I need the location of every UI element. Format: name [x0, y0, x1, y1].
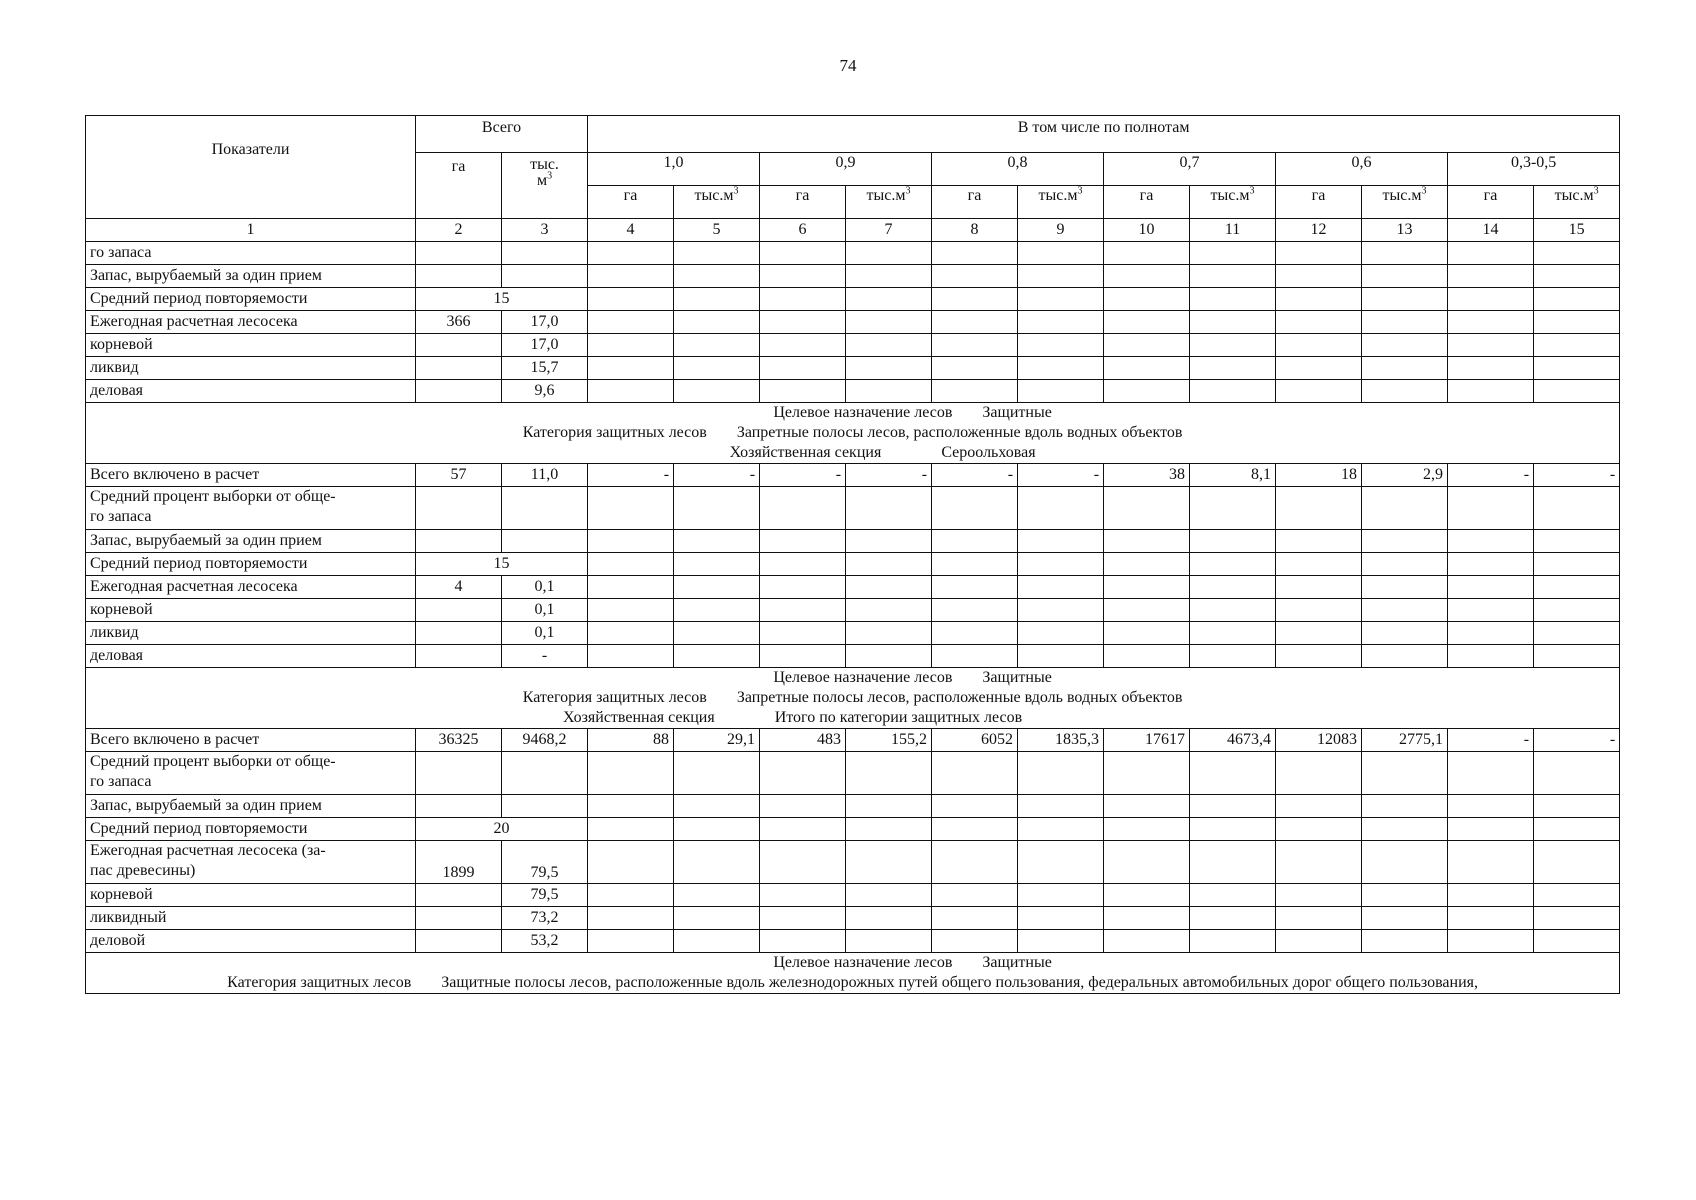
header-volume: $тыс.м^3$	[846, 186, 932, 219]
cell	[674, 380, 760, 403]
cell	[1104, 334, 1190, 357]
header-volume: $тыс.м^3$	[1018, 186, 1104, 219]
cell	[1276, 311, 1362, 334]
cell	[932, 288, 1018, 311]
section-header-cell: Целевое назначение лесов Защитные Категория защитных лесов Защитные полосы лесов, расположенные вдоль железнодорожных путей общего пользования, федеральных автомобильных дорог общего пользования,	[86, 953, 1620, 994]
row-label: го запаса	[86, 242, 416, 265]
cell	[846, 265, 932, 288]
row-label: Всего включено в расчет	[86, 729, 416, 752]
header-total: Всего	[416, 116, 588, 153]
row-label: Запас, вырубаемый за один прием	[86, 265, 416, 288]
cell: 2775,1	[1362, 729, 1448, 752]
header-ha: га	[760, 186, 846, 219]
cell: -	[1534, 464, 1620, 487]
data-row	[86, 265, 1620, 288]
cell: 1835,3	[1018, 729, 1104, 752]
cell	[1190, 311, 1276, 334]
row-label: корневой	[86, 599, 416, 622]
cell	[1448, 334, 1534, 357]
cell: 6052	[932, 729, 1018, 752]
header-indicators: Показатели	[86, 116, 416, 219]
cell	[1190, 265, 1276, 288]
section-header	[86, 403, 1620, 464]
period-value: 15	[416, 288, 588, 311]
cell	[1104, 357, 1190, 380]
cell	[1018, 380, 1104, 403]
cell: 79,5	[502, 841, 588, 884]
cell: -	[588, 464, 674, 487]
cell	[1276, 265, 1362, 288]
column-numbers-row	[86, 219, 1620, 242]
cell	[760, 380, 846, 403]
col-number: 5	[674, 219, 760, 242]
cell: 9,6	[502, 380, 588, 403]
cell	[846, 357, 932, 380]
cell	[588, 311, 674, 334]
cell: -	[760, 464, 846, 487]
cell	[760, 242, 846, 265]
col-number: 10	[1104, 219, 1190, 242]
cell	[846, 380, 932, 403]
cell	[588, 288, 674, 311]
cell	[1190, 334, 1276, 357]
annual-cut-row	[86, 841, 1620, 884]
col-number: 12	[1276, 219, 1362, 242]
cell	[1362, 242, 1448, 265]
cell	[674, 311, 760, 334]
cell: 57	[416, 464, 502, 487]
data-row	[86, 242, 1620, 265]
col-number: 4	[588, 219, 674, 242]
cell	[1190, 380, 1276, 403]
business-row	[86, 645, 1620, 668]
cell	[1018, 334, 1104, 357]
cell: 9468,2	[502, 729, 588, 752]
cell: 1899	[416, 841, 502, 884]
cell	[1448, 357, 1534, 380]
col-number: 7	[846, 219, 932, 242]
cell: 8,1	[1190, 464, 1276, 487]
header-ha: га	[588, 186, 674, 219]
data-row	[86, 334, 1620, 357]
cell	[1018, 357, 1104, 380]
cell: 36325	[416, 729, 502, 752]
avg-percent-row	[86, 752, 1620, 795]
row-label: корневой	[86, 884, 416, 907]
cell: 38	[1104, 464, 1190, 487]
row-label: ликвидный	[86, 907, 416, 930]
row-label: Средний период повторяемости	[86, 818, 416, 841]
cell	[674, 265, 760, 288]
cell: -	[846, 464, 932, 487]
row-label: ликвид	[86, 622, 416, 645]
cell: -	[502, 645, 588, 668]
cell: 79,5	[502, 884, 588, 907]
annual-cut-row	[86, 576, 1620, 599]
header-ha: га	[1104, 186, 1190, 219]
col-number: 2	[416, 219, 502, 242]
data-row	[86, 380, 1620, 403]
cell: 11,0	[502, 464, 588, 487]
cell: 88	[588, 729, 674, 752]
cell	[588, 334, 674, 357]
cell	[760, 334, 846, 357]
cell	[1190, 288, 1276, 311]
cell	[416, 380, 502, 403]
block-3	[86, 729, 1620, 953]
cell: 366	[416, 311, 502, 334]
cell: 4673,4	[1190, 729, 1276, 752]
cell	[588, 380, 674, 403]
cell	[1276, 380, 1362, 403]
section-header-cell: Целевое назначение лесов Защитные Категория защитных лесов Запретные полосы лесов, расположенные вдоль водных объектов Хозяйственная секция Итого по категории защитных лесов	[86, 668, 1620, 729]
data-row	[86, 357, 1620, 380]
row-label: деловая	[86, 380, 416, 403]
row-label: Средний период повторяемости	[86, 288, 416, 311]
cell	[1534, 311, 1620, 334]
section-header	[86, 668, 1620, 729]
cell	[1362, 357, 1448, 380]
cell	[932, 334, 1018, 357]
period-value: 20	[416, 818, 588, 841]
cell	[588, 242, 674, 265]
cell: 0,1	[502, 599, 588, 622]
col-number: 15	[1534, 219, 1620, 242]
row-label: Средний процент выборки от обще- го запаса	[86, 752, 416, 795]
cell	[1190, 242, 1276, 265]
row-label: Запас, вырубаемый за один прием	[86, 530, 416, 553]
cell	[1104, 265, 1190, 288]
row-label: Запас, вырубаемый за один прием	[86, 795, 416, 818]
cell	[1276, 334, 1362, 357]
block-2	[86, 464, 1620, 668]
cell	[1534, 265, 1620, 288]
cell: 2,9	[1362, 464, 1448, 487]
cell: 17,0	[502, 334, 588, 357]
cell	[674, 334, 760, 357]
data-row	[86, 311, 1620, 334]
col-number: 9	[1018, 219, 1104, 242]
row-label: деловой	[86, 930, 416, 953]
cell	[1534, 242, 1620, 265]
header-ha: га	[932, 186, 1018, 219]
cell: -	[1448, 464, 1534, 487]
section-header-cell: Целевое назначение лесов Защитные Категория защитных лесов Запретные полосы лесов, расположенные вдоль водных объектов Хозяйственная секция Сероольховая	[86, 403, 1620, 464]
cell	[760, 311, 846, 334]
header-volume: $тыс.м^3$	[1190, 186, 1276, 219]
row-label: Средний процент выборки от обще- го запаса	[86, 487, 416, 530]
cell: 483	[760, 729, 846, 752]
cell	[1448, 380, 1534, 403]
cell	[1104, 288, 1190, 311]
cell: 73,2	[502, 907, 588, 930]
header-ha: га	[1448, 186, 1534, 219]
business-row	[86, 930, 1620, 953]
cell: 29,1	[674, 729, 760, 752]
cell	[416, 265, 502, 288]
period-row	[86, 553, 1620, 576]
cell: 17,0	[502, 311, 588, 334]
cell	[1362, 311, 1448, 334]
cell: -	[932, 464, 1018, 487]
cell	[416, 334, 502, 357]
cell	[1534, 357, 1620, 380]
cell	[932, 265, 1018, 288]
col-number: 14	[1448, 219, 1534, 242]
cell	[1104, 311, 1190, 334]
cell	[588, 357, 674, 380]
root-row	[86, 884, 1620, 907]
cell	[932, 380, 1018, 403]
cell	[1362, 288, 1448, 311]
cell	[674, 242, 760, 265]
cell	[1534, 334, 1620, 357]
cell	[674, 288, 760, 311]
liquid-row	[86, 907, 1620, 930]
cell	[932, 357, 1018, 380]
period-row	[86, 818, 1620, 841]
cell	[416, 242, 502, 265]
header-density-1: 1,0	[588, 153, 760, 186]
cell	[846, 242, 932, 265]
cell	[502, 265, 588, 288]
cell	[760, 288, 846, 311]
cell: 12083	[1276, 729, 1362, 752]
header-volume: $тыс.м^3$	[1534, 186, 1620, 219]
cell	[674, 357, 760, 380]
cell	[1362, 265, 1448, 288]
cell	[1448, 265, 1534, 288]
cell	[1448, 242, 1534, 265]
cell	[760, 357, 846, 380]
section-header	[86, 953, 1620, 994]
row-label: Ежегодная расчетная лесосека	[86, 311, 416, 334]
header-total-ha: га	[416, 153, 502, 219]
header-by-density: В том числе по полнотам	[588, 116, 1620, 153]
cell	[1018, 242, 1104, 265]
avg-percent-row	[86, 487, 1620, 530]
cell: 18	[1276, 464, 1362, 487]
cell	[1362, 380, 1448, 403]
header-volume: $тыс.м^3$	[1362, 186, 1448, 219]
col-number: 8	[932, 219, 1018, 242]
cell	[760, 265, 846, 288]
cell: -	[1018, 464, 1104, 487]
cell: 15,7	[502, 357, 588, 380]
cell	[1448, 288, 1534, 311]
cell: 0,1	[502, 622, 588, 645]
cell	[846, 334, 932, 357]
col-number: 1	[86, 219, 416, 242]
row-label: ликвид	[86, 357, 416, 380]
cell: 4	[416, 576, 502, 599]
row-label: корневой	[86, 334, 416, 357]
cell	[846, 311, 932, 334]
cut-once-row	[86, 795, 1620, 818]
cell	[1276, 357, 1362, 380]
cell	[588, 265, 674, 288]
cell	[502, 242, 588, 265]
row-label: Ежегодная расчетная лесосека	[86, 576, 416, 599]
cell	[1448, 311, 1534, 334]
header-total-volume: тыс. $м^3$	[502, 153, 588, 219]
cell: -	[1534, 729, 1620, 752]
header-density-4: 0,7	[1104, 153, 1276, 186]
cell	[1276, 288, 1362, 311]
header-ha: га	[1276, 186, 1362, 219]
cut-once-row	[86, 530, 1620, 553]
total-included-row	[86, 729, 1620, 752]
cell: 155,2	[846, 729, 932, 752]
cell	[1104, 380, 1190, 403]
cell	[1362, 334, 1448, 357]
cell: -	[674, 464, 760, 487]
col-number: 3	[502, 219, 588, 242]
cell	[1104, 242, 1190, 265]
row-label: Всего включено в расчет	[86, 464, 416, 487]
block-1	[86, 242, 1620, 403]
cell	[416, 357, 502, 380]
page-number: 74	[839, 56, 857, 75]
row-label: Ежегодная расчетная лесосека (за- пас древесины)	[86, 841, 416, 884]
cell	[1018, 311, 1104, 334]
cell	[1534, 380, 1620, 403]
total-included-row	[86, 464, 1620, 487]
liquid-row	[86, 622, 1620, 645]
row-label: деловая	[86, 645, 416, 668]
data-row	[86, 288, 1620, 311]
col-number: 6	[760, 219, 846, 242]
root-row	[86, 599, 1620, 622]
cell: 53,2	[502, 930, 588, 953]
header-volume: $тыс.м^3$	[674, 186, 760, 219]
cell	[1534, 288, 1620, 311]
cell	[932, 242, 1018, 265]
cell	[1190, 357, 1276, 380]
header-density-5: 0,6	[1276, 153, 1448, 186]
row-label: Средний период повторяемости	[86, 553, 416, 576]
cell	[1018, 288, 1104, 311]
header-density-3: 0,8	[932, 153, 1104, 186]
cell	[1276, 242, 1362, 265]
cell	[846, 288, 932, 311]
col-number: 11	[1190, 219, 1276, 242]
header-density-2: 0,9	[760, 153, 932, 186]
period-value: 15	[416, 553, 588, 576]
col-number: 13	[1362, 219, 1448, 242]
cell: -	[1448, 729, 1534, 752]
cell	[932, 311, 1018, 334]
cell: 17617	[1104, 729, 1190, 752]
allowable-cut-table	[85, 115, 1620, 994]
cell: 0,1	[502, 576, 588, 599]
cell	[1018, 265, 1104, 288]
header-density-6: 0,3-0,5	[1448, 153, 1620, 186]
